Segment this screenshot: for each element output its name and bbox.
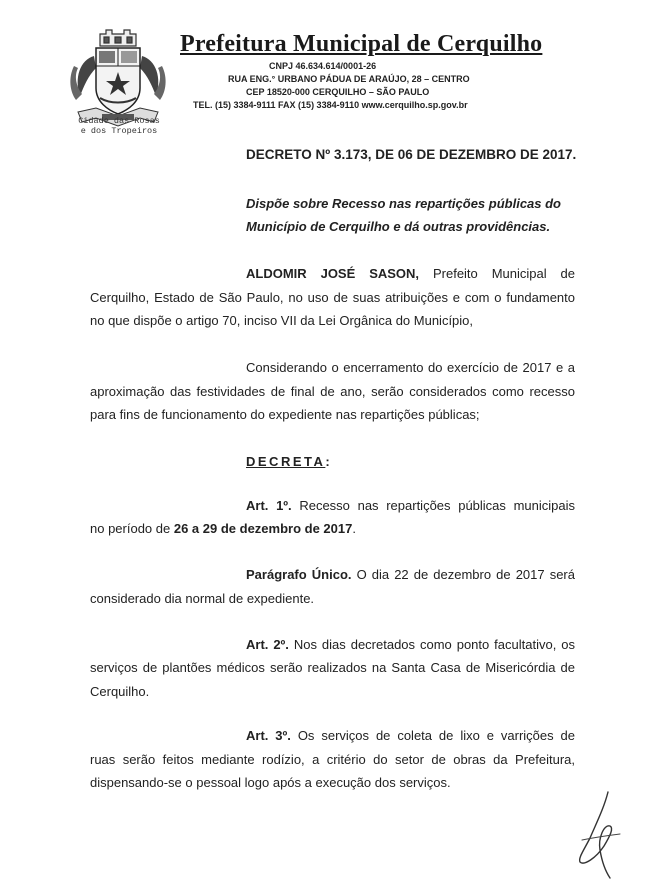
art2-line-2: serviços de plantões médicos serão realizados na Santa Casa de Misericórdia de (90, 660, 575, 675)
decreta-heading (246, 450, 330, 473)
mayor-name: ALDOMIR JOSÉ SASON, (246, 266, 420, 281)
art3-line-1 (246, 724, 575, 747)
art2-line-1 (246, 633, 575, 656)
paragraph-label: Parágrafo Único. (246, 567, 352, 582)
art1-line-2-text: no período de (90, 521, 174, 536)
art3-line-3: dispensando-se o pessoal logo após a execução dos serviços. (90, 775, 451, 790)
art1-line-1 (246, 494, 575, 517)
art1-line-2-end: . (352, 521, 356, 536)
preamble-line-2: Cerquilho, Estado de São Paulo, no uso de suas atribuições e com o fundamento (90, 290, 575, 305)
summary-line-1: Dispõe sobre Recesso nas repartições públicas do (246, 196, 562, 211)
motto-line-1: Cidade das Rosas (78, 116, 160, 126)
preamble-line-1-text: Prefeito Municipal de (419, 266, 575, 281)
handwritten-signature (570, 788, 630, 880)
contacts-line: TEL. (15) 3384-9111 FAX (15) 3384-9110 www.cerquilho.sp.gov.br (193, 100, 468, 110)
cnpj-line: CNPJ 46.634.614/0001-26 (269, 61, 377, 71)
paragraph-line-2: considerado dia normal de expediente. (90, 591, 315, 606)
decreta-colon: : (325, 454, 330, 469)
art1-line-1-text: Recesso nas repartições públicas municipais (291, 498, 575, 513)
art2-line-1-text: Nos dias decretados como ponto facultativo, os (288, 637, 575, 652)
art1-label: Art. 1º. (246, 498, 292, 513)
decree-title: DECRETO Nº 3.173, DE 06 DE DEZEMBRO DE 2017. (246, 147, 577, 162)
consider-line-2: aproximação das festividades de final de ano, serão considerados como recesso (90, 384, 575, 399)
art3-line-1-text: Os serviços de coleta de lixo e varrições de (290, 728, 576, 743)
paragraph-line-1-text: O dia 22 de dezembro de 2017 será (351, 567, 575, 582)
art2-line-3: Cerquilho. (90, 684, 150, 699)
art1-line-2 (90, 517, 356, 540)
art3-label: Art. 3º. (246, 728, 291, 743)
paragraph-line-1 (246, 563, 575, 586)
organization-name: Prefeitura Municipal de Cerquilho (180, 31, 543, 57)
motto-line-2: e dos Tropeiros (80, 126, 158, 136)
preamble-line-3: no que dispõe o artigo 70, inciso VII da Lei Orgânica do Município, (90, 313, 474, 328)
decreta-word: DECRETA (246, 454, 326, 469)
recess-period: 26 a 29 de dezembro de 2017 (173, 521, 353, 536)
summary-line-2: Município de Cerquilho e dá outras providências. (246, 219, 551, 234)
consider-line-3: para fins de funcionamento do expediente nas repartições públicas; (90, 407, 480, 422)
preamble-line-1 (246, 262, 575, 285)
cep-line: CEP 18520-000 CERQUILHO – SÃO PAULO (246, 87, 430, 97)
consider-line-1: Considerando o encerramento do exercício de 2017 e a (246, 360, 575, 375)
city-motto (64, 116, 174, 136)
address-line: RUA ENG.° URBANO PÁDUA DE ARAÚJO, 28 – CENTRO (228, 74, 470, 84)
art3-line-2: ruas serão feitos mediante rodízio, a critério do setor de obras da Prefeitura, (90, 752, 575, 767)
art2-label: Art. 2º. (246, 637, 289, 652)
